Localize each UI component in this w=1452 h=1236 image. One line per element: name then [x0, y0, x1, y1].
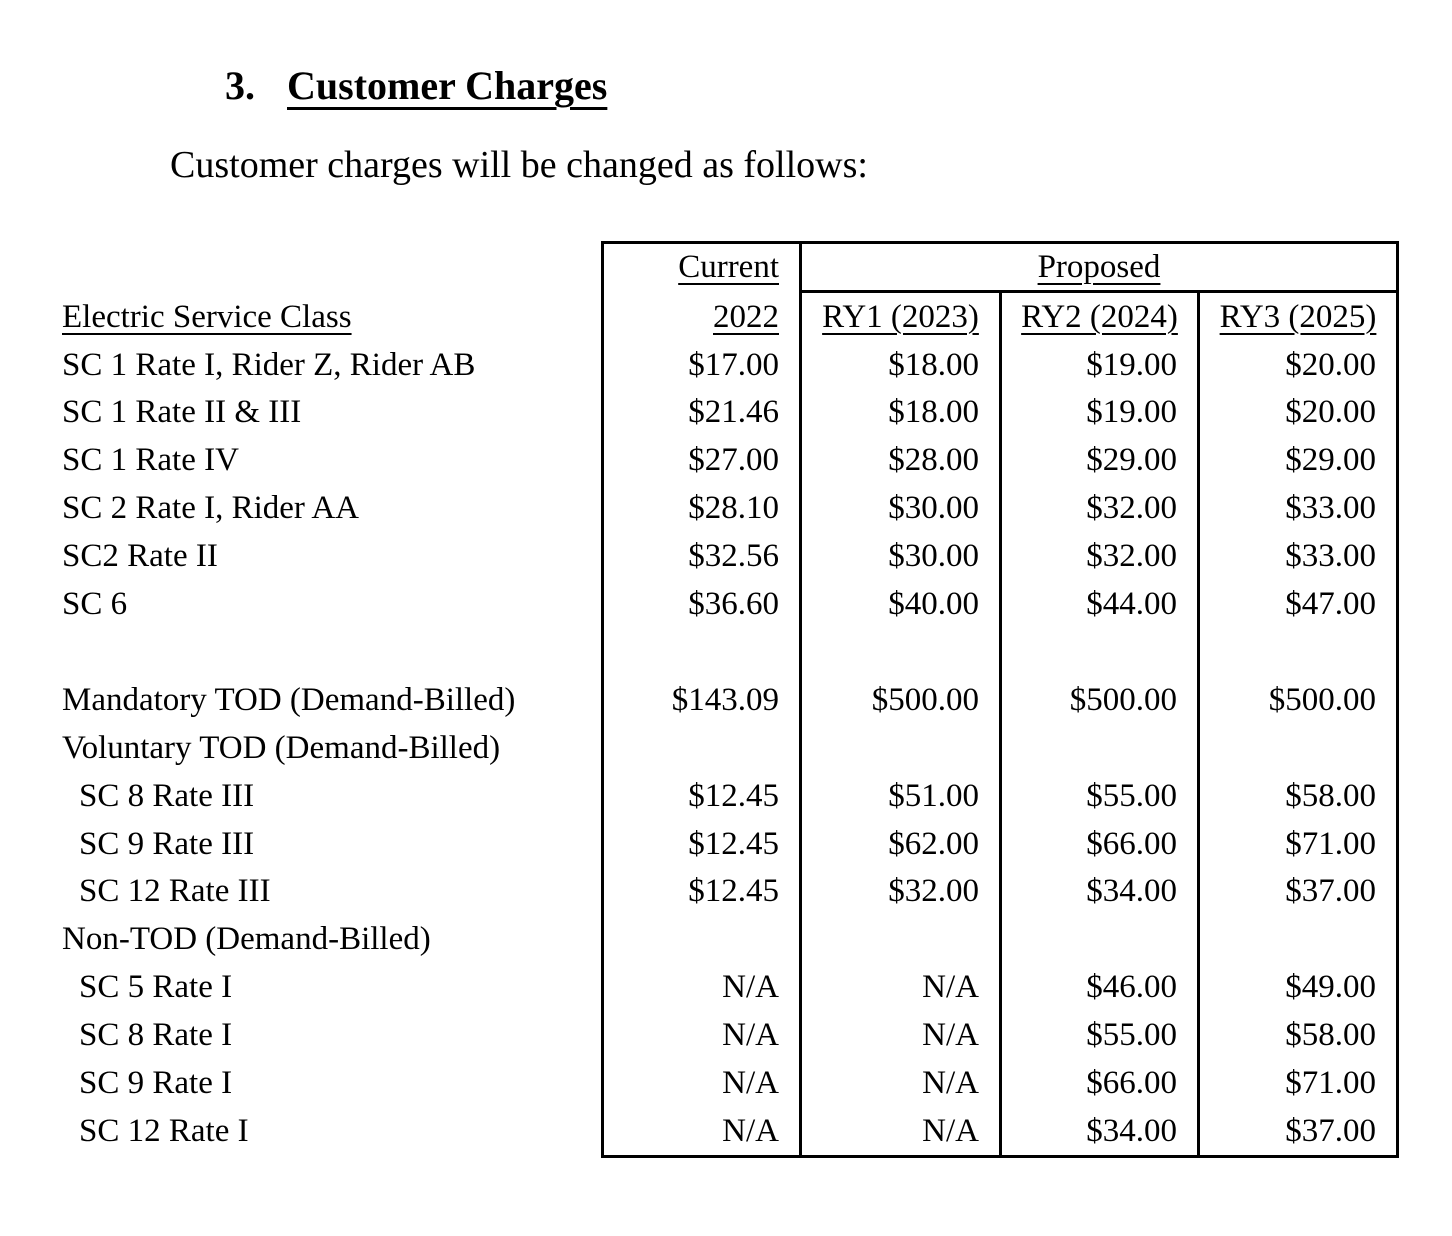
- table-cell: $49.00: [1285, 969, 1376, 1006]
- table-cell: $12.45: [688, 777, 779, 814]
- table-cell: N/A: [922, 1065, 979, 1101]
- row-label: SC 5 Rate I: [79, 969, 233, 1006]
- table-row: [604, 485, 1396, 533]
- table-cell: [1002, 628, 1197, 676]
- row-label: SC 8 Rate I: [79, 1017, 233, 1054]
- row-label-header-text: Electric Service Class: [62, 298, 352, 335]
- table-cell: N/A: [722, 1112, 779, 1149]
- table-cell: $71.00: [1285, 825, 1376, 862]
- row-label: SC 9 Rate III: [79, 825, 255, 862]
- table-cell: [604, 724, 799, 772]
- table-cell: $29.00: [1285, 442, 1376, 479]
- table-row: [604, 916, 1396, 964]
- table-cell: $19.00: [1086, 346, 1177, 383]
- year-header-text: 2022: [713, 298, 779, 335]
- table-cell: $143.09: [671, 681, 779, 718]
- row-label: SC2 Rate II: [62, 538, 218, 575]
- table-cell: $28.10: [688, 490, 779, 527]
- rate-table: [601, 241, 1399, 1158]
- current-header-cell: [604, 244, 799, 290]
- table-cell: $66.00: [1086, 1065, 1177, 1101]
- table-row: [604, 437, 1396, 485]
- row-label: Mandatory TOD (Demand-Billed): [62, 681, 516, 718]
- table-cell: $500.00: [871, 681, 979, 718]
- table-cell: $34.00: [1086, 1112, 1177, 1149]
- table-row: [604, 820, 1396, 868]
- table-cell: $12.45: [688, 873, 779, 910]
- row-label: Non-TOD (Demand-Billed): [62, 921, 431, 958]
- section-title: Customer Charges: [287, 63, 608, 108]
- table-cell: $32.00: [888, 873, 979, 910]
- row-label: Voluntary TOD (Demand-Billed): [62, 729, 501, 766]
- row-label: SC 1 Rate I, Rider Z, Rider AB: [62, 346, 476, 383]
- year-header-text: RY1 (2023): [822, 298, 979, 335]
- table-cell: $58.00: [1285, 777, 1376, 814]
- section-number: 3.: [225, 63, 255, 108]
- table-row: [604, 1107, 1396, 1155]
- row-label-column: [62, 293, 594, 1158]
- table-cell: [604, 916, 799, 964]
- table-cell: [802, 916, 999, 964]
- table-cell: $46.00: [1086, 969, 1177, 1006]
- row-label: SC 2 Rate I, Rider AA: [62, 490, 359, 527]
- table-row: [604, 533, 1396, 581]
- table-cell: [1002, 916, 1197, 964]
- table-cell: N/A: [922, 969, 979, 1006]
- table-row: [604, 389, 1396, 437]
- proposed-header-cell: [802, 244, 1396, 290]
- table-row: [604, 676, 1396, 724]
- table-row: [604, 1060, 1396, 1108]
- table-cell: $47.00: [1285, 586, 1376, 622]
- table-row: [604, 868, 1396, 916]
- table-cell: $30.00: [888, 538, 979, 575]
- table-cell: $33.00: [1285, 538, 1376, 575]
- table-cell: $33.00: [1285, 490, 1376, 527]
- section-heading: [225, 62, 607, 110]
- table-row: [604, 964, 1396, 1012]
- table-cell: $36.60: [688, 586, 779, 622]
- table-cell: $500.00: [1268, 681, 1376, 718]
- table-cell: $55.00: [1086, 777, 1177, 814]
- table-cell: [1002, 724, 1197, 772]
- table-row: [604, 772, 1396, 820]
- row-label: [62, 628, 594, 676]
- table-cell: [1200, 916, 1396, 964]
- table-row: [604, 1012, 1396, 1060]
- table-cell: $55.00: [1086, 1017, 1177, 1054]
- table-cell: $40.00: [888, 586, 979, 622]
- row-label: SC 12 Rate I: [79, 1112, 249, 1149]
- table-cell: $71.00: [1285, 1065, 1376, 1101]
- table-cell: $29.00: [1086, 442, 1177, 479]
- table-cell: N/A: [722, 1065, 779, 1101]
- year-header-text: RY2 (2024): [1021, 298, 1178, 335]
- table-cell: [802, 724, 999, 772]
- table-cell: $32.56: [688, 538, 779, 575]
- row-label: SC 6: [62, 586, 128, 622]
- current-header-text: Current: [678, 248, 779, 285]
- table-cell: [1200, 724, 1396, 772]
- table-cell: $30.00: [888, 490, 979, 527]
- table-cell: $32.00: [1086, 490, 1177, 527]
- table-cell: $44.00: [1086, 586, 1177, 622]
- year-header-cell: [802, 293, 999, 341]
- table-cell: N/A: [922, 1017, 979, 1054]
- table-cell: $500.00: [1069, 681, 1177, 718]
- table-cell: [1200, 628, 1396, 676]
- intro-paragraph: Customer charges will be changed as follows:: [170, 144, 868, 186]
- year-header-cell: [604, 293, 799, 341]
- row-label: SC 8 Rate III: [79, 777, 255, 814]
- table-cell: $19.00: [1086, 394, 1177, 431]
- table-cell: $18.00: [888, 346, 979, 383]
- table-cell: [604, 628, 799, 676]
- table-cell: [802, 628, 999, 676]
- table-cell: N/A: [722, 969, 779, 1006]
- table-cell: $32.00: [1086, 538, 1177, 575]
- table-cell: $17.00: [688, 346, 779, 383]
- table-cell: $18.00: [888, 394, 979, 431]
- year-header-cell: [1002, 293, 1197, 341]
- table-cell: $37.00: [1285, 873, 1376, 910]
- table-row: [604, 581, 1396, 629]
- year-header-cell: [1200, 293, 1396, 341]
- row-label: SC 12 Rate III: [79, 873, 271, 910]
- proposed-header-text: Proposed: [1037, 248, 1161, 285]
- table-cell: $12.45: [688, 825, 779, 862]
- table-cell: $28.00: [888, 442, 979, 479]
- row-label: SC 9 Rate I: [79, 1065, 233, 1101]
- table-cell: $20.00: [1285, 346, 1376, 383]
- table-row: [604, 724, 1396, 772]
- table-cell: $27.00: [688, 442, 779, 479]
- row-label: SC 1 Rate II & III: [62, 394, 302, 431]
- table-cell: N/A: [922, 1112, 979, 1149]
- table-cell: $62.00: [888, 825, 979, 862]
- row-label: SC 1 Rate IV: [62, 442, 239, 479]
- table-cell: $51.00: [888, 777, 979, 814]
- table-cell: $66.00: [1086, 825, 1177, 862]
- table-cell: $37.00: [1285, 1112, 1376, 1149]
- table-cell: $34.00: [1086, 873, 1177, 910]
- table-cell: N/A: [722, 1017, 779, 1054]
- table-cell: $58.00: [1285, 1017, 1376, 1054]
- table-row: [604, 341, 1396, 389]
- year-header-text: RY3 (2025): [1219, 298, 1377, 335]
- table-cell: $21.46: [688, 394, 779, 431]
- table-cell: $20.00: [1285, 394, 1376, 431]
- table-row: [604, 628, 1396, 676]
- row-label-header: [62, 293, 594, 341]
